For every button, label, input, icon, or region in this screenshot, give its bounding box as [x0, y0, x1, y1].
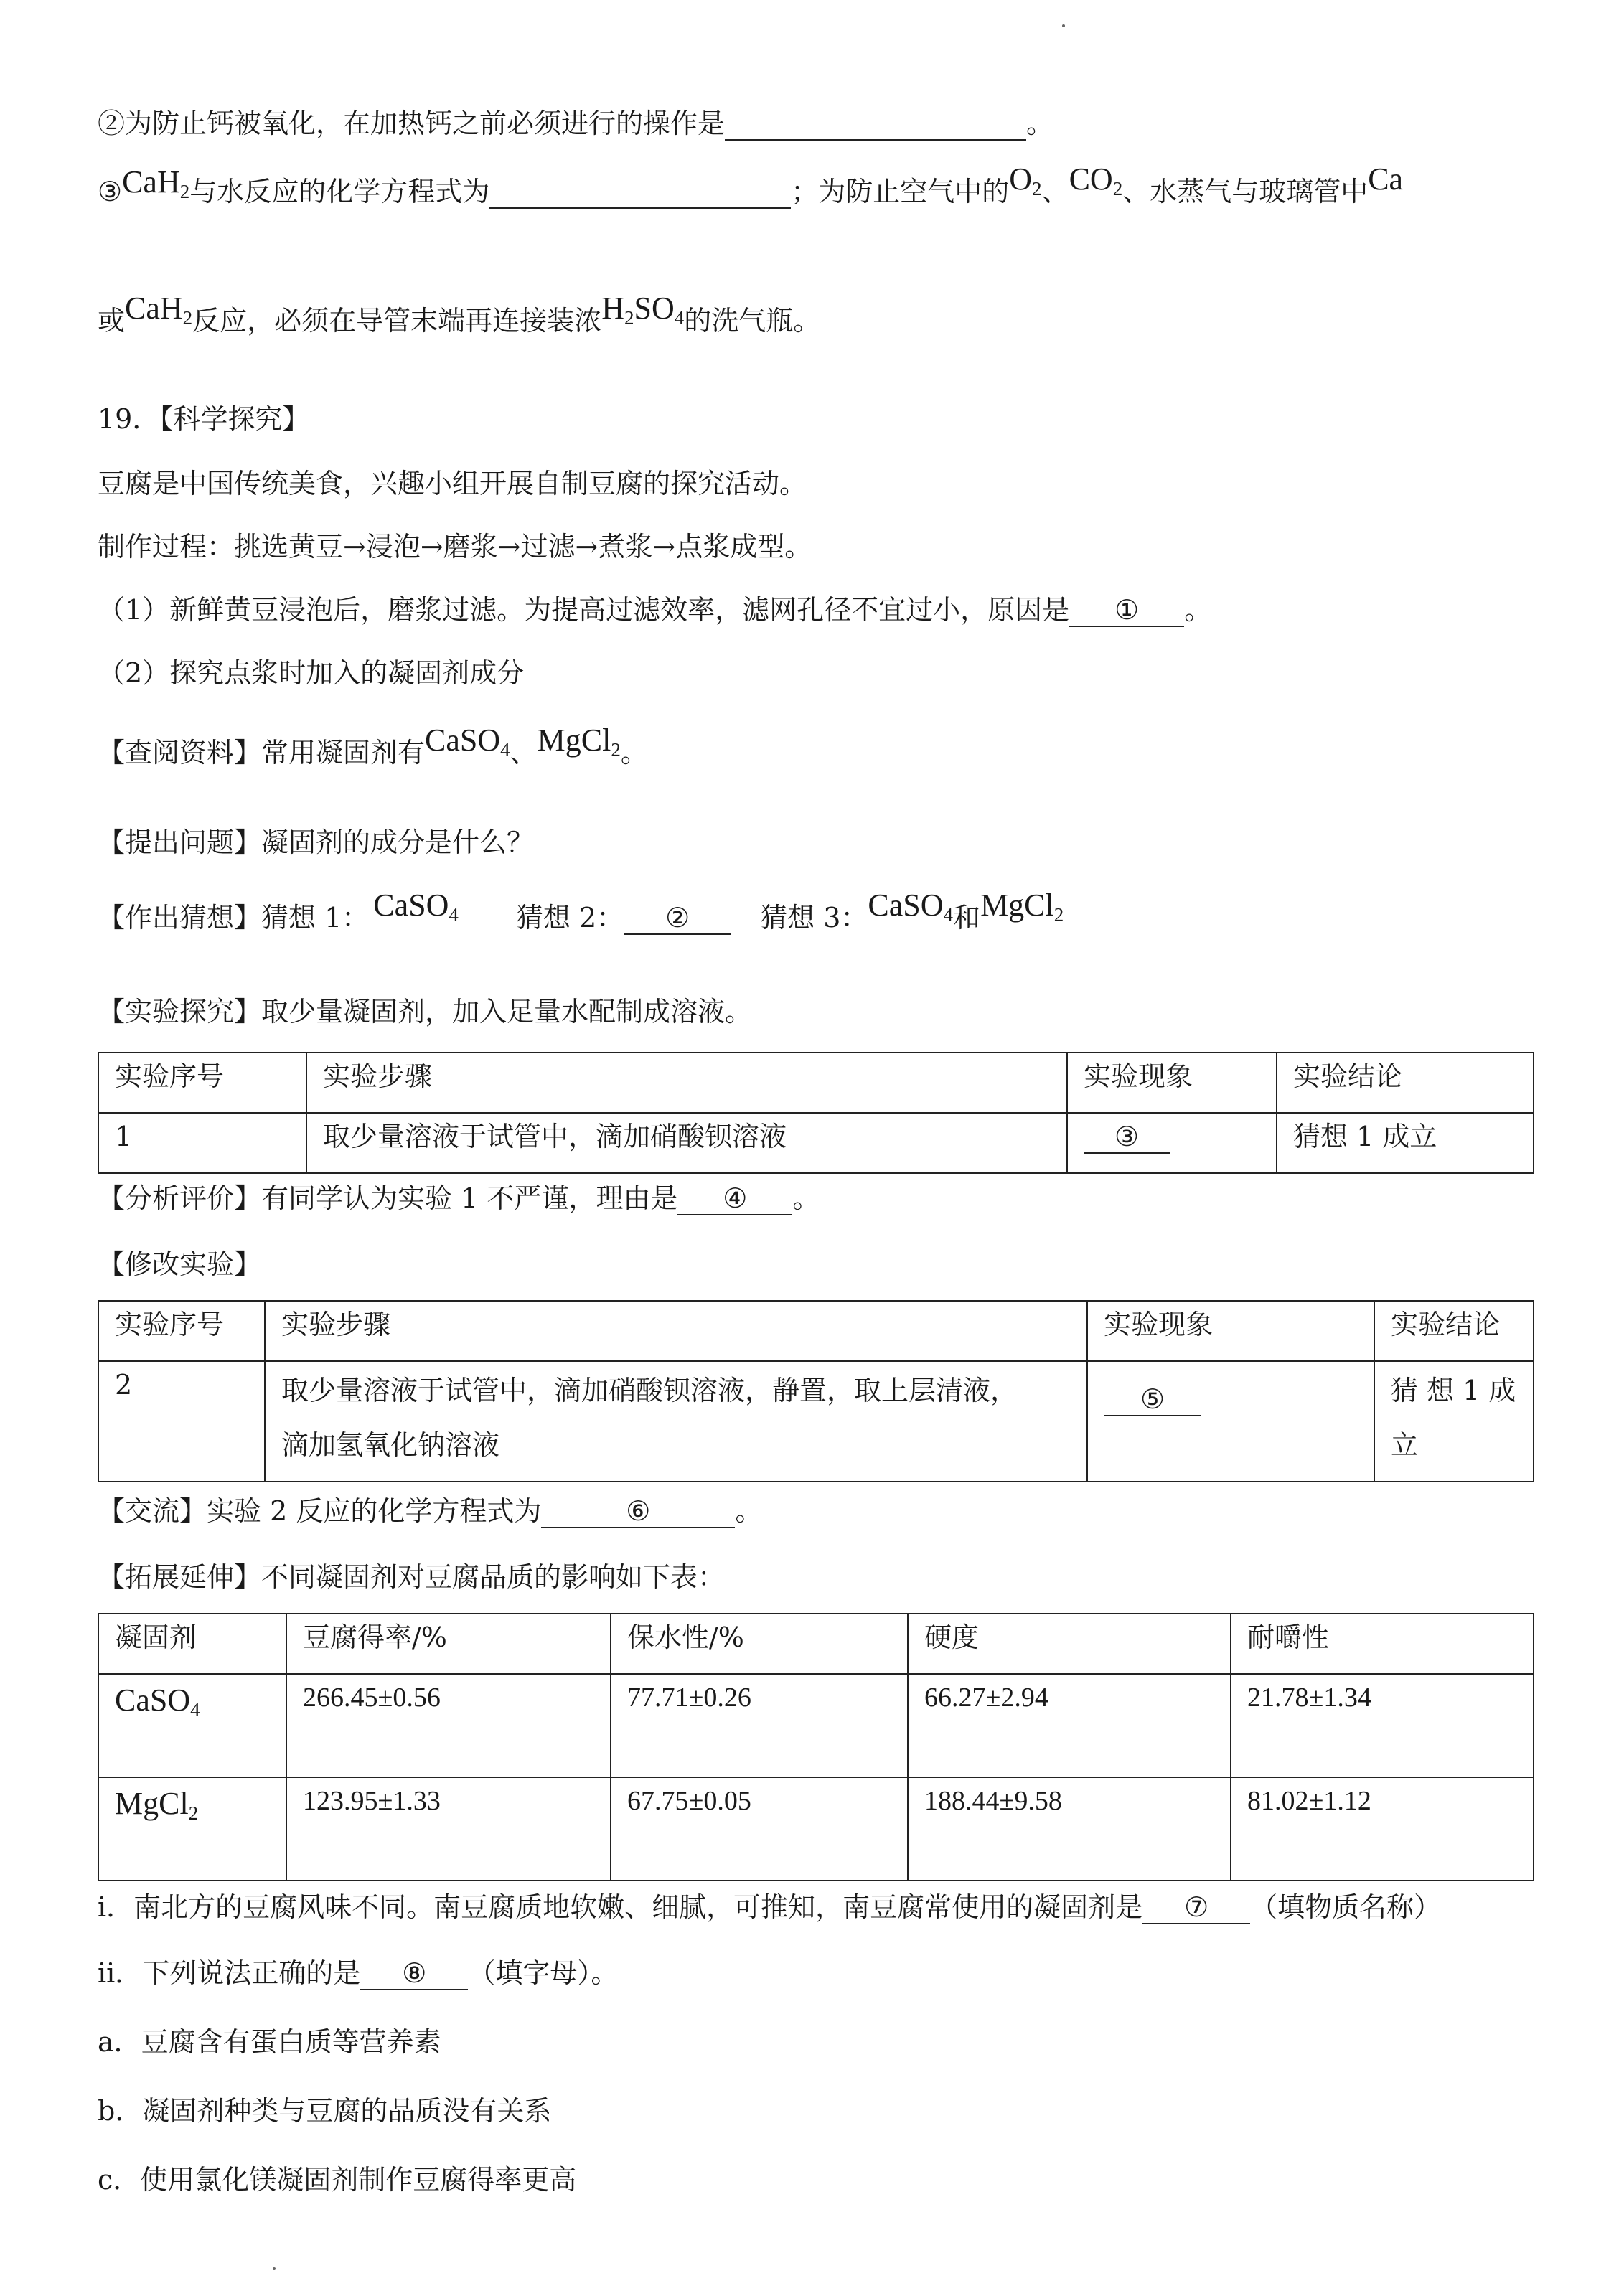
table-header-cell: 实验步骤 — [265, 1301, 1087, 1361]
q18-item2-end: 。 — [1026, 108, 1054, 139]
formula-text: CaSO — [115, 1683, 191, 1718]
question-line: 【提出问题】凝固剂的成分是什么？ — [98, 827, 535, 858]
modify-label: 【修改实验】 — [98, 1248, 262, 1280]
q18-item2-text: ②为防止钙被氧化，在加热钙之前必须进行的操作是 — [98, 108, 726, 139]
formula-mgcl2 — [980, 888, 1064, 926]
table-cell — [1374, 1361, 1534, 1482]
table-cell: 266.45±0.56 — [286, 1674, 611, 1777]
table-header-cell: 实验结论 — [1277, 1053, 1534, 1113]
q18-item3-cont — [98, 291, 821, 339]
formula-text: CaH — [125, 291, 183, 326]
table-header-row — [98, 1301, 1534, 1361]
and-text: 和 — [953, 902, 981, 933]
formula-text: MgCl — [980, 888, 1054, 923]
experiment-table-2 — [98, 1300, 1534, 1482]
formula-subscript: 2 — [624, 307, 634, 329]
experiment-intro: 【实验探究】取少量凝固剂，加入足量水配制成溶液。 — [98, 996, 753, 1027]
q18-item3-prefix: ③ — [98, 176, 123, 207]
table-cell: 77.71±0.26 — [611, 1674, 908, 1777]
formula-text: MgCl — [537, 723, 611, 758]
q18-item3 — [98, 161, 1404, 210]
table-cell: 猜想 1 成立 — [1277, 1113, 1534, 1173]
exchange-line — [98, 1495, 762, 1528]
formula-h2so4 — [601, 291, 685, 329]
formula-subscript: 4 — [674, 307, 685, 329]
answer-blank-1[interactable]: ① — [1069, 596, 1184, 627]
info-label: 【查阅资料】常用凝固剂有 — [98, 737, 426, 768]
answer-blank-7[interactable]: ⑦ — [1142, 1893, 1250, 1924]
table-row — [98, 1361, 1534, 1482]
hypothesis-1-label: 【作出猜想】猜想 1： — [98, 902, 370, 933]
table-header-row — [98, 1053, 1534, 1113]
q18-item3-text: 、水蒸气与玻璃管中 — [1122, 176, 1369, 207]
formula-cah2 — [125, 291, 193, 329]
table-header-cell: 耐嚼性 — [1231, 1614, 1534, 1674]
formula-subscript: 4 — [190, 1699, 200, 1721]
exchange-end: 。 — [735, 1495, 763, 1527]
table-header-cell: 保水性/% — [611, 1614, 908, 1674]
formula-subscript: 4 — [500, 739, 510, 761]
option-c[interactable]: c．使用氯化镁凝固剂制作豆腐得率更高 — [98, 2164, 577, 2196]
option-a[interactable]: a．豆腐含有蛋白质等营养素 — [98, 2026, 441, 2058]
formula-mgcl2 — [115, 1786, 199, 1824]
sub-question-text: ⅱ．下列说法正确的是 — [98, 1957, 361, 1989]
formula-text: CaSO — [868, 888, 944, 923]
answer-blank-5[interactable]: ⑤ — [1104, 1385, 1201, 1416]
formula-subscript: 4 — [449, 904, 459, 926]
q18-item2 — [98, 108, 1053, 141]
formula-caso4 — [115, 1683, 200, 1721]
scan-dot — [273, 2267, 276, 2270]
step-line: 取少量溶液于试管中，滴加硝酸钡溶液，静置，取上层清液， — [281, 1375, 1018, 1406]
answer-blank[interactable] — [489, 177, 791, 209]
formula-ca: Ca — [1368, 161, 1404, 197]
formula-text: O — [1009, 161, 1033, 197]
table-header-cell: 硬度 — [908, 1614, 1231, 1674]
table-cell: 67.75±0.05 — [611, 1777, 908, 1881]
formula-subscript: 2 — [611, 739, 621, 761]
table-header-row — [98, 1614, 1534, 1674]
part2: （2）探究点浆时加入的凝固剂成分 — [98, 657, 525, 689]
exchange-text: 【交流】实验 2 反应的化学方程式为 — [98, 1495, 542, 1527]
q18-item3-text: 或 — [98, 305, 126, 337]
table-cell — [1067, 1113, 1277, 1173]
coagulant-table — [98, 1613, 1534, 1881]
table-cell: 66.27±2.94 — [908, 1674, 1231, 1777]
q18-item3-text: 与水反应的化学方程式为 — [189, 176, 490, 207]
formula-mgcl2 — [537, 723, 621, 761]
info-line — [98, 723, 648, 771]
formula-o2 — [1009, 161, 1041, 197]
analysis-line — [98, 1182, 820, 1215]
formula-text: CaSO — [373, 888, 449, 923]
formula-text: MgCl — [115, 1786, 189, 1821]
table-header-cell: 实验现象 — [1067, 1053, 1277, 1113]
intro-text: 豆腐是中国传统美食，兴趣小组开展自制豆腐的探究活动。 — [98, 468, 807, 499]
question-header: 19．【科学探究】 — [98, 403, 310, 435]
process-text: 制作过程：挑选黄豆→浸泡→磨浆→过滤→煮浆→点浆成型。 — [98, 531, 812, 563]
table-header-cell: 实验序号 — [98, 1053, 306, 1113]
hypothesis-3-label: 猜想 3： — [760, 902, 868, 933]
formula-subscript: 2 — [182, 307, 193, 329]
table-cell — [98, 1777, 286, 1881]
answer-blank[interactable] — [725, 109, 1026, 141]
formula-cah2 — [122, 164, 190, 202]
table-cell: 2 — [98, 1361, 265, 1482]
table-cell — [1087, 1361, 1374, 1482]
table-row — [98, 1113, 1534, 1173]
table-header-cell: 豆腐得率/% — [286, 1614, 611, 1674]
table-cell — [265, 1361, 1087, 1482]
formula-text: CaSO — [425, 723, 501, 758]
formula-subscript: 2 — [1053, 904, 1064, 926]
part1 — [98, 594, 1211, 627]
table-cell: 81.02±1.12 — [1231, 1777, 1534, 1881]
experiment-table-1 — [98, 1052, 1534, 1174]
table-cell — [98, 1674, 286, 1777]
table-header-cell: 凝固剂 — [98, 1614, 286, 1674]
conclusion-line: 猜 想 1 成 — [1391, 1375, 1516, 1406]
q18-item3-text: ；为防止空气中的 — [791, 176, 1010, 207]
part1-text: （1）新鲜黄豆浸泡后，磨浆过滤。为提高过滤效率，滤网孔径不宜过小，原因是 — [98, 594, 1070, 626]
table-row — [98, 1674, 1534, 1777]
table-header-cell: 实验序号 — [98, 1301, 265, 1361]
scan-dot — [1062, 24, 1065, 27]
answer-blank-2[interactable]: ② — [624, 903, 731, 935]
separator: 、 — [1041, 176, 1069, 207]
analysis-text: 【分析评价】有同学认为实验 1 不严谨，理由是 — [98, 1182, 678, 1214]
formula-caso4 — [425, 723, 510, 761]
answer-blank-6[interactable]: ⑥ — [541, 1497, 735, 1528]
formula-text: SO — [634, 291, 675, 326]
table-row — [98, 1777, 1534, 1881]
part1-end: 。 — [1184, 594, 1212, 626]
table-header-cell: 实验现象 — [1087, 1301, 1374, 1361]
table-cell: 188.44±9.58 — [908, 1777, 1231, 1881]
table-header-cell: 实验步骤 — [306, 1053, 1067, 1113]
table-cell: 21.78±1.34 — [1231, 1674, 1534, 1777]
sub-question-end: （填物质名称） — [1250, 1891, 1442, 1923]
formula-subscript: 2 — [1112, 178, 1123, 199]
sub-question-ii — [98, 1957, 618, 1990]
formula-caso4 — [373, 888, 459, 926]
extend-label: 【拓展延伸】不同凝固剂对豆腐品质的影响如下表： — [98, 1561, 726, 1593]
table-header-cell: 实验结论 — [1374, 1301, 1534, 1361]
formula-subscript: 2 — [179, 181, 190, 202]
option-b[interactable]: b．凝固剂种类与豆腐的品质没有关系 — [98, 2095, 552, 2127]
hypothesis-line — [98, 888, 1064, 936]
formula-text: H — [601, 291, 624, 326]
hypothesis-2-label: 猜想 2： — [515, 902, 624, 933]
info-end: 。 — [620, 737, 648, 768]
answer-blank-4[interactable]: ④ — [677, 1184, 792, 1215]
sub-question-i — [98, 1891, 1441, 1924]
q18-item3-text: 的洗气瓶。 — [684, 305, 821, 337]
step-line: 滴加氢氧化钠溶液 — [281, 1429, 500, 1461]
formula-subscript: 4 — [943, 904, 954, 926]
table-cell: 1 — [98, 1113, 306, 1173]
sub-question-text: ⅰ．南北方的豆腐风味不同。南豆腐质地软嫩、细腻，可推知，南豆腐常使用的凝固剂是 — [98, 1891, 1143, 1923]
answer-blank-3[interactable]: ③ — [1084, 1122, 1170, 1154]
formula-co2 — [1069, 161, 1123, 197]
conclusion-line: 立 — [1391, 1429, 1419, 1461]
formula-text: CO — [1069, 161, 1113, 197]
table-cell: 取少量溶液于试管中，滴加硝酸钡溶液 — [306, 1113, 1067, 1173]
q18-item3-text: 反应，必须在导管末端再连接装浓 — [192, 305, 602, 337]
formula-subscript: 2 — [1032, 178, 1042, 199]
analysis-end: 。 — [792, 1182, 820, 1214]
formula-subscript: 2 — [188, 1802, 199, 1824]
formula-caso4 — [868, 888, 954, 926]
table-cell: 123.95±1.33 — [286, 1777, 611, 1881]
formula-text: CaH — [122, 164, 180, 199]
answer-blank-8[interactable]: ⑧ — [360, 1959, 468, 1990]
separator: 、 — [510, 737, 538, 768]
sub-question-end: （填字母）。 — [468, 1957, 619, 1989]
